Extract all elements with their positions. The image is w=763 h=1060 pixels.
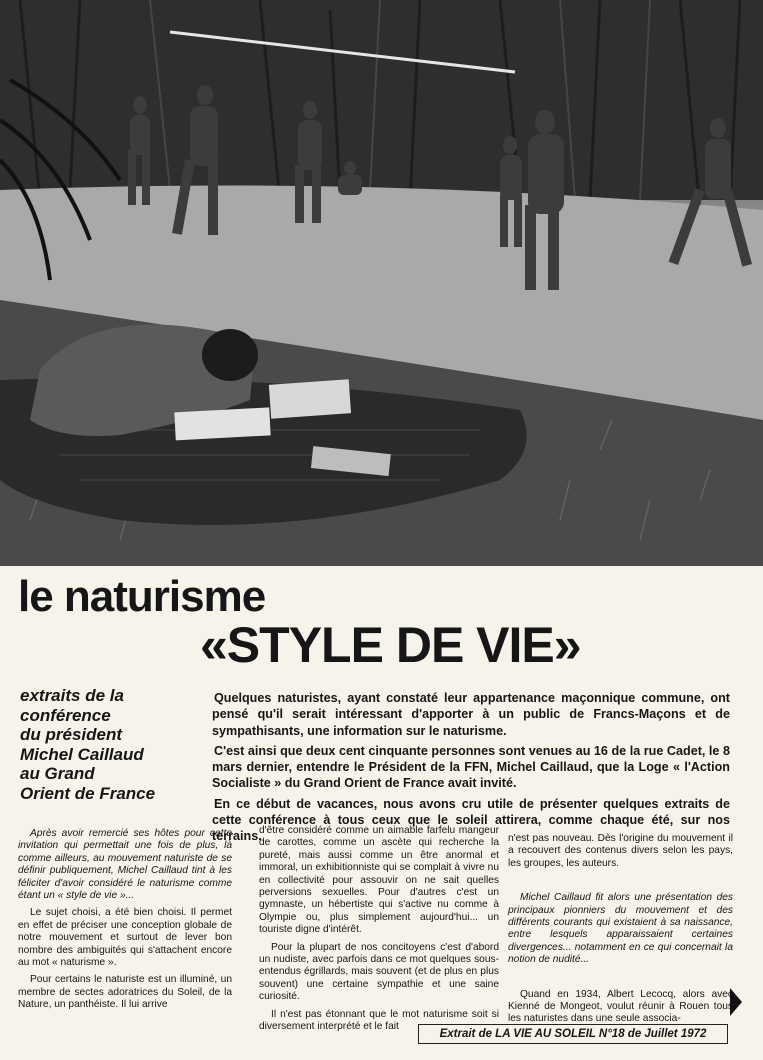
body-paragraph: Après avoir remercié ses hôtes pour cette invitation qui permettait une fois de plus, là comme ailleurs, au mouvement naturiste de se définir publiquement, Michel Caillaud tint à les féliciter d'avoir considéré le naturisme comme étant un « style de vie »... [18,828,232,902]
headline-line1: le naturisme [18,572,266,621]
body-column-1 [18,828,232,1017]
continue-arrow-icon [730,988,742,1016]
body-paragraph: Pour certains le naturiste est un illuminé, un membre de sectes adoratrices du Soleil, de la Nature, un panthéiste. Il lui arrive [18,974,232,1011]
sidebar-line: du président [20,725,123,744]
sidebar-line: Orient de France [20,783,156,803]
sidebar-line: conférence [20,705,111,725]
body-paragraph: d'être considéré comme un aimable farfelu mangeur de carottes, comme un ascète qui recherche la pureté, mais aussi comme un être anormal et immoral, un exhibitionniste qui se complait à vivre nu en collectivité pour assouvir on ne sait quelles perversions sexuelles. Pour d'autres c'est un gymnaste, un hébertiste qui s'active nu comme à Olympie ou, plus simplement aujourd'hui... un touriste digne d'intérêt. [259,825,499,936]
sidebar-line: Michel Caillaud [20,744,144,764]
headline-line2: «STYLE DE VIE» [200,617,581,673]
intro-paragraph: C'est ainsi que deux cent cinquante personnes sont venues au 16 de la rue Cadet, le 8 mars dernier, entendre le Président de la FFN, Michel Caillaud, que la Loge « l'Action Socialiste » du Grand Orient de France avait invité. [212,743,730,791]
sidebar-line: au Grand [20,764,95,783]
body-column-3 [508,833,733,1031]
source-footer: Extrait de LA VIE AU SOLEIL N°18 de Juillet 1972 [418,1024,728,1044]
body-paragraph: Quand en 1934, Albert Lecocq, alors avec Kienné de Mongeot, voulut réunir à Rouen tous les naturistes dans une seule associa- [508,988,733,1025]
body-paragraph: Pour la plupart de nos concitoyens c'est d'abord un nudiste, avec parfois dans ce mot quelques sous-entendus égrillards, mais souvent (et de plus en plus souvent) une certaine sympathie et une saine curiosité. [259,941,499,1003]
body-paragraph: Il n'est pas étonnant que le mot naturisme soit si diversement interprété et le fait [259,1008,499,1033]
intro-paragraph: Quelques naturistes, ayant constaté leur appartenance maçonnique commune, ont pensé qu'il serait intéressant d'apporter à un public de Francs-Maçons et de sympathisants, une information sur le naturisme. [212,691,730,738]
sidebar-subtitle [20,686,188,803]
body-paragraph: Le sujet choisi, a été bien choisi. Il permet en effet de préciser une conception globale de notre mouvement et surtout de lever bon nombre des ambiguités qui s'attachent encore au mot « naturisme ». [18,907,232,969]
sidebar-line: extraits de la [20,686,124,705]
body-paragraph: Michel Caillaud fit alors une présentation des principaux pionniers du mouvement et des différents courants qui existaient à sa naissance, entre lesquels apparaissaient certaines divergences... notamment en ce qui concernait la notion de nudité... [508,892,733,966]
intro-paragraph: En ce début de vacances, nous avons cru utile de présenter quelques extraits de cette conférence à tous ceux que le soleil attirera, comme chaque été, sur nos terrains. [212,796,730,844]
body-paragraph: n'est pas nouveau. Dès l'origine du mouvement il a recouvert des contenus divers selon les pays, les groupes, les auteurs. [508,833,733,869]
body-column-2 [259,825,499,1039]
